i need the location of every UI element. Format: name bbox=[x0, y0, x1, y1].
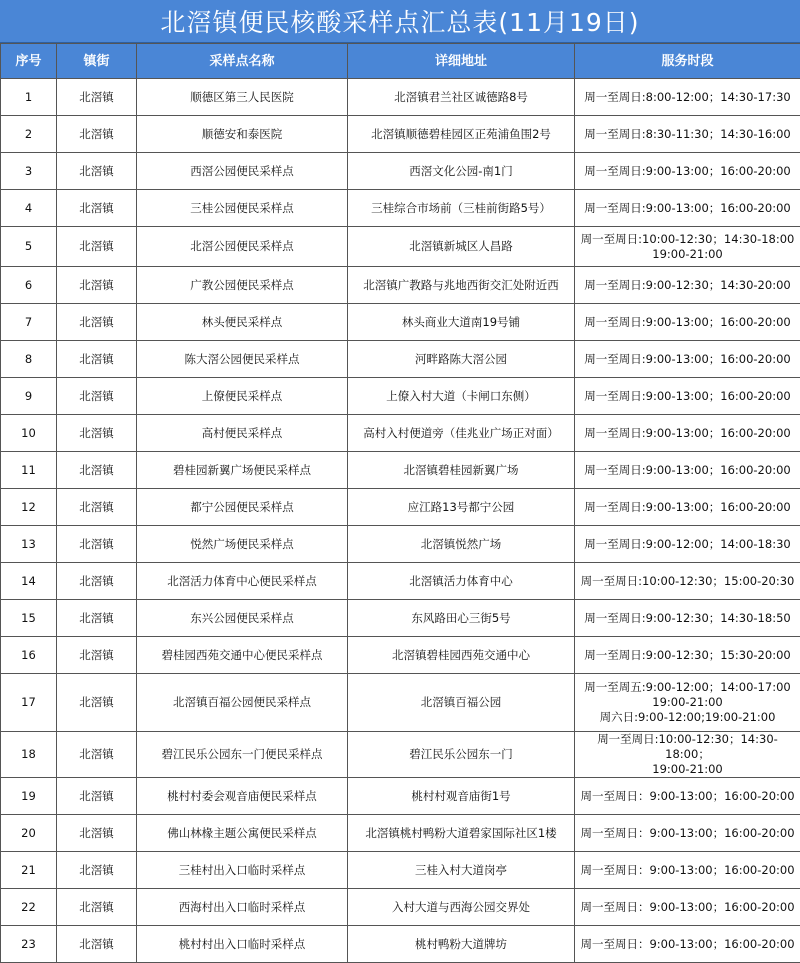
cell-address: 北滘镇碧桂园西苑交通中心 bbox=[348, 637, 575, 674]
table-row bbox=[1, 341, 800, 378]
cell-hours bbox=[575, 815, 800, 852]
header-site: 采样点名称 bbox=[137, 44, 348, 79]
cell-address: 桃村村观音庙街1号 bbox=[348, 778, 575, 815]
cell-no: 12 bbox=[1, 489, 57, 526]
cell-address: 北滘镇顺德碧桂园区正苑浦鱼围2号 bbox=[348, 116, 575, 153]
cell-no: 21 bbox=[1, 852, 57, 889]
cell-town: 北滘镇 bbox=[57, 815, 137, 852]
cell-no: 6 bbox=[1, 267, 57, 304]
cell-hours bbox=[575, 116, 800, 153]
cell-address: 河畔路陈大滘公园 bbox=[348, 341, 575, 378]
cell-town: 北滘镇 bbox=[57, 116, 137, 153]
cell-no: 1 bbox=[1, 79, 57, 116]
cell-no: 13 bbox=[1, 526, 57, 563]
cell-hours bbox=[575, 852, 800, 889]
hours-line: 周一至周日:9:00-13:00；16:00-20:00 bbox=[577, 201, 798, 216]
cell-hours bbox=[575, 889, 800, 926]
cell-site: 高村便民采样点 bbox=[137, 415, 348, 452]
cell-site: 林头便民采样点 bbox=[137, 304, 348, 341]
hours-line: 周一至周日:9:00-13:00；16:00-20:00 bbox=[577, 463, 798, 478]
cell-address: 高村入村便道旁（佳兆业广场正对面） bbox=[348, 415, 575, 452]
cell-town: 北滘镇 bbox=[57, 415, 137, 452]
hours-line: 周六日:9:00-12:00;19:00-21:00 bbox=[577, 710, 798, 725]
cell-town: 北滘镇 bbox=[57, 637, 137, 674]
cell-no: 2 bbox=[1, 116, 57, 153]
cell-address: 北滘镇桃村鸭粉大道碧家国际社区1楼 bbox=[348, 815, 575, 852]
cell-town: 北滘镇 bbox=[57, 489, 137, 526]
hours-line: 19:00-21:00 bbox=[577, 247, 798, 262]
cell-hours bbox=[575, 563, 800, 600]
header-hours: 服务时段 bbox=[575, 44, 800, 79]
cell-hours bbox=[575, 452, 800, 489]
cell-site: 上僚便民采样点 bbox=[137, 378, 348, 415]
cell-hours bbox=[575, 526, 800, 563]
hours-line: 周一至周日:9:00-12:30；14:30-18:50 bbox=[577, 611, 798, 626]
cell-site: 碧江民乐公园东一门便民采样点 bbox=[137, 732, 348, 778]
cell-town: 北滘镇 bbox=[57, 563, 137, 600]
cell-no: 7 bbox=[1, 304, 57, 341]
cell-town: 北滘镇 bbox=[57, 926, 137, 963]
cell-site: 北滘公园便民采样点 bbox=[137, 227, 348, 267]
cell-address: 北滘镇百福公园 bbox=[348, 674, 575, 732]
sampling-sites-table bbox=[0, 43, 800, 963]
cell-town: 北滘镇 bbox=[57, 889, 137, 926]
cell-no: 8 bbox=[1, 341, 57, 378]
cell-site: 都宁公园便民采样点 bbox=[137, 489, 348, 526]
cell-town: 北滘镇 bbox=[57, 852, 137, 889]
cell-site: 桃村村出入口临时采样点 bbox=[137, 926, 348, 963]
hours-line: 周一至周日:9:00-13:00；16:00-20:00 bbox=[577, 315, 798, 330]
cell-site: 顺德安和泰医院 bbox=[137, 116, 348, 153]
hours-line: 周一至周五:9:00-12:00；14:00-17:00 bbox=[577, 680, 798, 695]
cell-no: 14 bbox=[1, 563, 57, 600]
cell-town: 北滘镇 bbox=[57, 732, 137, 778]
cell-no: 19 bbox=[1, 778, 57, 815]
cell-hours bbox=[575, 79, 800, 116]
cell-site: 桃村村委会观音庙便民采样点 bbox=[137, 778, 348, 815]
cell-hours bbox=[575, 378, 800, 415]
cell-no: 3 bbox=[1, 153, 57, 190]
hours-line: 周一至周日:9:00-12:30；15:30-20:00 bbox=[577, 648, 798, 663]
cell-hours bbox=[575, 732, 800, 778]
hours-line: 周一至周日:8:30-11:30；14:30-16:00 bbox=[577, 127, 798, 142]
table-row bbox=[1, 600, 800, 637]
header-town: 镇街 bbox=[57, 44, 137, 79]
cell-no: 17 bbox=[1, 674, 57, 732]
cell-town: 北滘镇 bbox=[57, 778, 137, 815]
table-row bbox=[1, 79, 800, 116]
table-header-row bbox=[1, 44, 800, 79]
cell-site: 悦然广场便民采样点 bbox=[137, 526, 348, 563]
hours-line: 周一至周日：9:00-13:00；16:00-20:00 bbox=[577, 937, 798, 952]
cell-hours bbox=[575, 778, 800, 815]
cell-site: 碧桂园西苑交通中心便民采样点 bbox=[137, 637, 348, 674]
cell-address: 北滘镇广教路与兆地西街交汇处附近西 bbox=[348, 267, 575, 304]
cell-address: 入村大道与西海公园交界处 bbox=[348, 889, 575, 926]
cell-town: 北滘镇 bbox=[57, 674, 137, 732]
table-row bbox=[1, 563, 800, 600]
table-row bbox=[1, 778, 800, 815]
hours-line: 周一至周日:9:00-13:00；16:00-20:00 bbox=[577, 352, 798, 367]
cell-hours bbox=[575, 227, 800, 267]
cell-site: 西海村出入口临时采样点 bbox=[137, 889, 348, 926]
cell-address: 西滘文化公园-南1门 bbox=[348, 153, 575, 190]
cell-town: 北滘镇 bbox=[57, 452, 137, 489]
table-row bbox=[1, 526, 800, 563]
hours-line: 19:00-21:00 bbox=[577, 762, 798, 777]
cell-hours bbox=[575, 341, 800, 378]
table-row bbox=[1, 889, 800, 926]
cell-site: 三桂公园便民采样点 bbox=[137, 190, 348, 227]
cell-town: 北滘镇 bbox=[57, 267, 137, 304]
header-no: 序号 bbox=[1, 44, 57, 79]
cell-site: 佛山林椽主题公寓便民采样点 bbox=[137, 815, 348, 852]
cell-address: 碧江民乐公园东一门 bbox=[348, 732, 575, 778]
cell-address: 上僚入村大道（卡闸口东侧） bbox=[348, 378, 575, 415]
cell-town: 北滘镇 bbox=[57, 227, 137, 267]
cell-town: 北滘镇 bbox=[57, 153, 137, 190]
table-row bbox=[1, 926, 800, 963]
cell-no: 23 bbox=[1, 926, 57, 963]
page-title: 北滘镇便民核酸采样点汇总表(11月19日) bbox=[0, 0, 800, 43]
hours-line: 周一至周日:10:00-12:30；14:30-18:00 bbox=[577, 232, 798, 247]
cell-site: 西滘公园便民采样点 bbox=[137, 153, 348, 190]
cell-hours bbox=[575, 637, 800, 674]
hours-line: 周一至周日:9:00-12:00；14:00-18:30 bbox=[577, 537, 798, 552]
cell-site: 陈大滘公园便民采样点 bbox=[137, 341, 348, 378]
cell-no: 22 bbox=[1, 889, 57, 926]
cell-address: 三桂入村大道岗亭 bbox=[348, 852, 575, 889]
cell-address: 三桂综合市场前（三桂前街路5号） bbox=[348, 190, 575, 227]
cell-no: 5 bbox=[1, 227, 57, 267]
cell-site: 顺德区第三人民医院 bbox=[137, 79, 348, 116]
cell-no: 15 bbox=[1, 600, 57, 637]
table-row bbox=[1, 378, 800, 415]
cell-no: 16 bbox=[1, 637, 57, 674]
cell-town: 北滘镇 bbox=[57, 526, 137, 563]
cell-address: 北滘镇碧桂园新翼广场 bbox=[348, 452, 575, 489]
cell-hours bbox=[575, 600, 800, 637]
cell-no: 9 bbox=[1, 378, 57, 415]
cell-no: 20 bbox=[1, 815, 57, 852]
hours-line: 周一至周日:9:00-13:00；16:00-20:00 bbox=[577, 389, 798, 404]
hours-line: 周一至周日：9:00-13:00；16:00-20:00 bbox=[577, 863, 798, 878]
cell-town: 北滘镇 bbox=[57, 378, 137, 415]
cell-town: 北滘镇 bbox=[57, 190, 137, 227]
cell-address: 北滘镇新城区人昌路 bbox=[348, 227, 575, 267]
cell-no: 10 bbox=[1, 415, 57, 452]
table-row bbox=[1, 489, 800, 526]
table-row bbox=[1, 452, 800, 489]
cell-site: 东兴公园便民采样点 bbox=[137, 600, 348, 637]
cell-site: 三桂村出入口临时采样点 bbox=[137, 852, 348, 889]
cell-site: 北滘镇百福公园便民采样点 bbox=[137, 674, 348, 732]
cell-hours bbox=[575, 153, 800, 190]
table-row bbox=[1, 815, 800, 852]
header-address: 详细地址 bbox=[348, 44, 575, 79]
hours-line: 周一至周日:8:00-12:00；14:30-17:30 bbox=[577, 90, 798, 105]
cell-hours bbox=[575, 304, 800, 341]
cell-address: 林头商业大道南19号铺 bbox=[348, 304, 575, 341]
cell-hours bbox=[575, 674, 800, 732]
table-row bbox=[1, 304, 800, 341]
cell-town: 北滘镇 bbox=[57, 600, 137, 637]
cell-site: 碧桂园新翼广场便民采样点 bbox=[137, 452, 348, 489]
hours-line: 周一至周日:10:00-12:30；15:00-20:30 bbox=[577, 574, 798, 589]
cell-address: 东风路田心三街5号 bbox=[348, 600, 575, 637]
table-row bbox=[1, 227, 800, 267]
cell-town: 北滘镇 bbox=[57, 79, 137, 116]
cell-address: 北滘镇悦然广场 bbox=[348, 526, 575, 563]
cell-hours bbox=[575, 926, 800, 963]
cell-address: 北滘镇活力体育中心 bbox=[348, 563, 575, 600]
hours-line: 周一至周日：9:00-13:00；16:00-20:00 bbox=[577, 900, 798, 915]
hours-line: 周一至周日:10:00-12:30；14:30-18:00； bbox=[577, 732, 798, 762]
table-row bbox=[1, 415, 800, 452]
cell-town: 北滘镇 bbox=[57, 304, 137, 341]
cell-hours bbox=[575, 267, 800, 304]
table-row bbox=[1, 153, 800, 190]
hours-line: 周一至周日:9:00-13:00；16:00-20:00 bbox=[577, 500, 798, 515]
cell-town: 北滘镇 bbox=[57, 341, 137, 378]
hours-line: 周一至周日:9:00-13:00；16:00-20:00 bbox=[577, 426, 798, 441]
table-row bbox=[1, 637, 800, 674]
cell-hours bbox=[575, 489, 800, 526]
cell-address: 桃村鸭粉大道牌坊 bbox=[348, 926, 575, 963]
cell-address: 北滘镇君兰社区诚德路8号 bbox=[348, 79, 575, 116]
table-row bbox=[1, 190, 800, 227]
hours-line: 周一至周日：9:00-13:00；16:00-20:00 bbox=[577, 789, 798, 804]
table-row bbox=[1, 852, 800, 889]
hours-line: 周一至周日：9:00-13:00；16:00-20:00 bbox=[577, 826, 798, 841]
table-row bbox=[1, 732, 800, 778]
cell-no: 18 bbox=[1, 732, 57, 778]
cell-address: 应江路13号都宁公园 bbox=[348, 489, 575, 526]
hours-line: 周一至周日:9:00-12:30；14:30-20:00 bbox=[577, 278, 798, 293]
cell-site: 北滘活力体育中心便民采样点 bbox=[137, 563, 348, 600]
hours-line: 19:00-21:00 bbox=[577, 695, 798, 710]
hours-line: 周一至周日:9:00-13:00；16:00-20:00 bbox=[577, 164, 798, 179]
table-row bbox=[1, 674, 800, 732]
cell-no: 4 bbox=[1, 190, 57, 227]
cell-no: 11 bbox=[1, 452, 57, 489]
cell-hours bbox=[575, 190, 800, 227]
cell-site: 广教公园便民采样点 bbox=[137, 267, 348, 304]
table-row bbox=[1, 267, 800, 304]
table-row bbox=[1, 116, 800, 153]
table-body bbox=[1, 79, 800, 963]
cell-hours bbox=[575, 415, 800, 452]
